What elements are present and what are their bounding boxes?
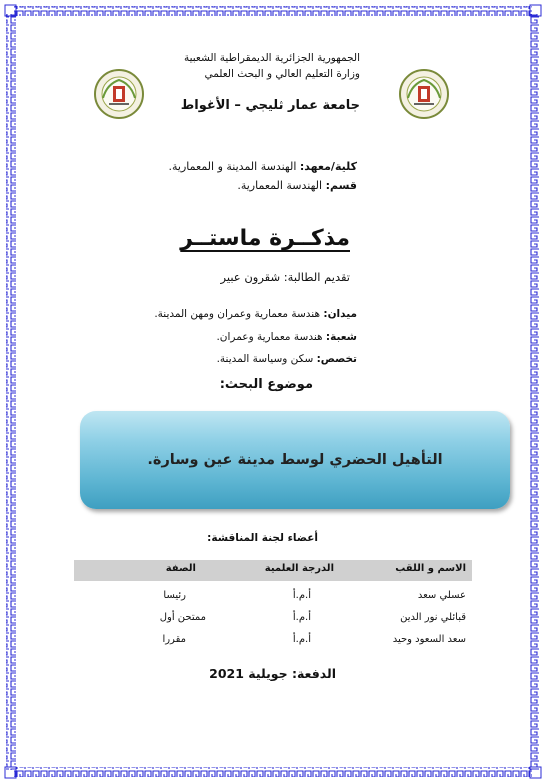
branch-line — [216, 331, 357, 343]
specialization-value: سكن وسياسة المدينة. — [216, 353, 314, 365]
member-name: سعد السعود وحيد — [392, 634, 466, 645]
department-value: الهندسة المعمارية. — [237, 179, 323, 192]
domain-line — [154, 308, 357, 320]
republic-line: الجمهورية الجزائرية الديمقراطية الشعبية — [183, 52, 360, 64]
specialization-line — [217, 353, 357, 365]
domain-label: ميدان: — [323, 308, 357, 320]
department-line — [237, 179, 357, 192]
member-role: مقررا — [162, 634, 186, 645]
student-label: تقديم الطالبة: — [283, 270, 350, 284]
header-name: الاسم و اللقب — [395, 563, 466, 574]
research-label: موضوع البحث: — [219, 377, 313, 392]
research-topic: التأهيل الحضري لوسط مدينة عين وسارة. — [147, 452, 443, 468]
university-seal-icon — [93, 68, 145, 120]
university-seal-icon — [398, 68, 450, 120]
member-name: قبائلي نور الدين — [400, 612, 466, 623]
member-role: ممتحن أول — [159, 612, 206, 623]
domain-value: هندسة معمارية وعمران ومهن المدينة. — [154, 308, 321, 320]
committee-label: أعضاء لجنة المناقشة: — [207, 532, 318, 544]
faculty-label: كلية/معهد: — [299, 160, 357, 173]
promotion-line: الدفعة: جويلية 2021 — [209, 666, 336, 681]
department-label: قسم: — [325, 179, 357, 192]
faculty-value: الهندسة المدينة و المعمارية. — [168, 160, 297, 173]
university-name: جامعة عمار ثليجي – الأغواط — [180, 98, 360, 113]
member-name: عسلي سعد — [417, 590, 466, 601]
ministry-line: وزارة التعليم العالي و البحث العلمي — [204, 68, 360, 80]
member-role: رئيسا — [163, 590, 186, 601]
branch-value: هندسة معمارية وعمران. — [216, 331, 323, 343]
header-role: الصفة — [165, 563, 196, 574]
header-degree: الدرجة العلمية — [264, 563, 334, 574]
branch-label: شعبة: — [325, 331, 357, 343]
page-title: مذكــرة ماستــر — [180, 226, 350, 251]
research-topic-banner — [80, 411, 510, 509]
student-name: شقرون عبير — [220, 270, 281, 284]
student-line — [221, 270, 350, 284]
member-degree: أ.م.أ — [292, 590, 311, 601]
member-degree: أ.م.أ — [292, 634, 311, 645]
specialization-label: تخصص: — [316, 353, 357, 365]
member-degree: أ.م.أ — [292, 612, 311, 623]
faculty-line — [169, 160, 357, 173]
